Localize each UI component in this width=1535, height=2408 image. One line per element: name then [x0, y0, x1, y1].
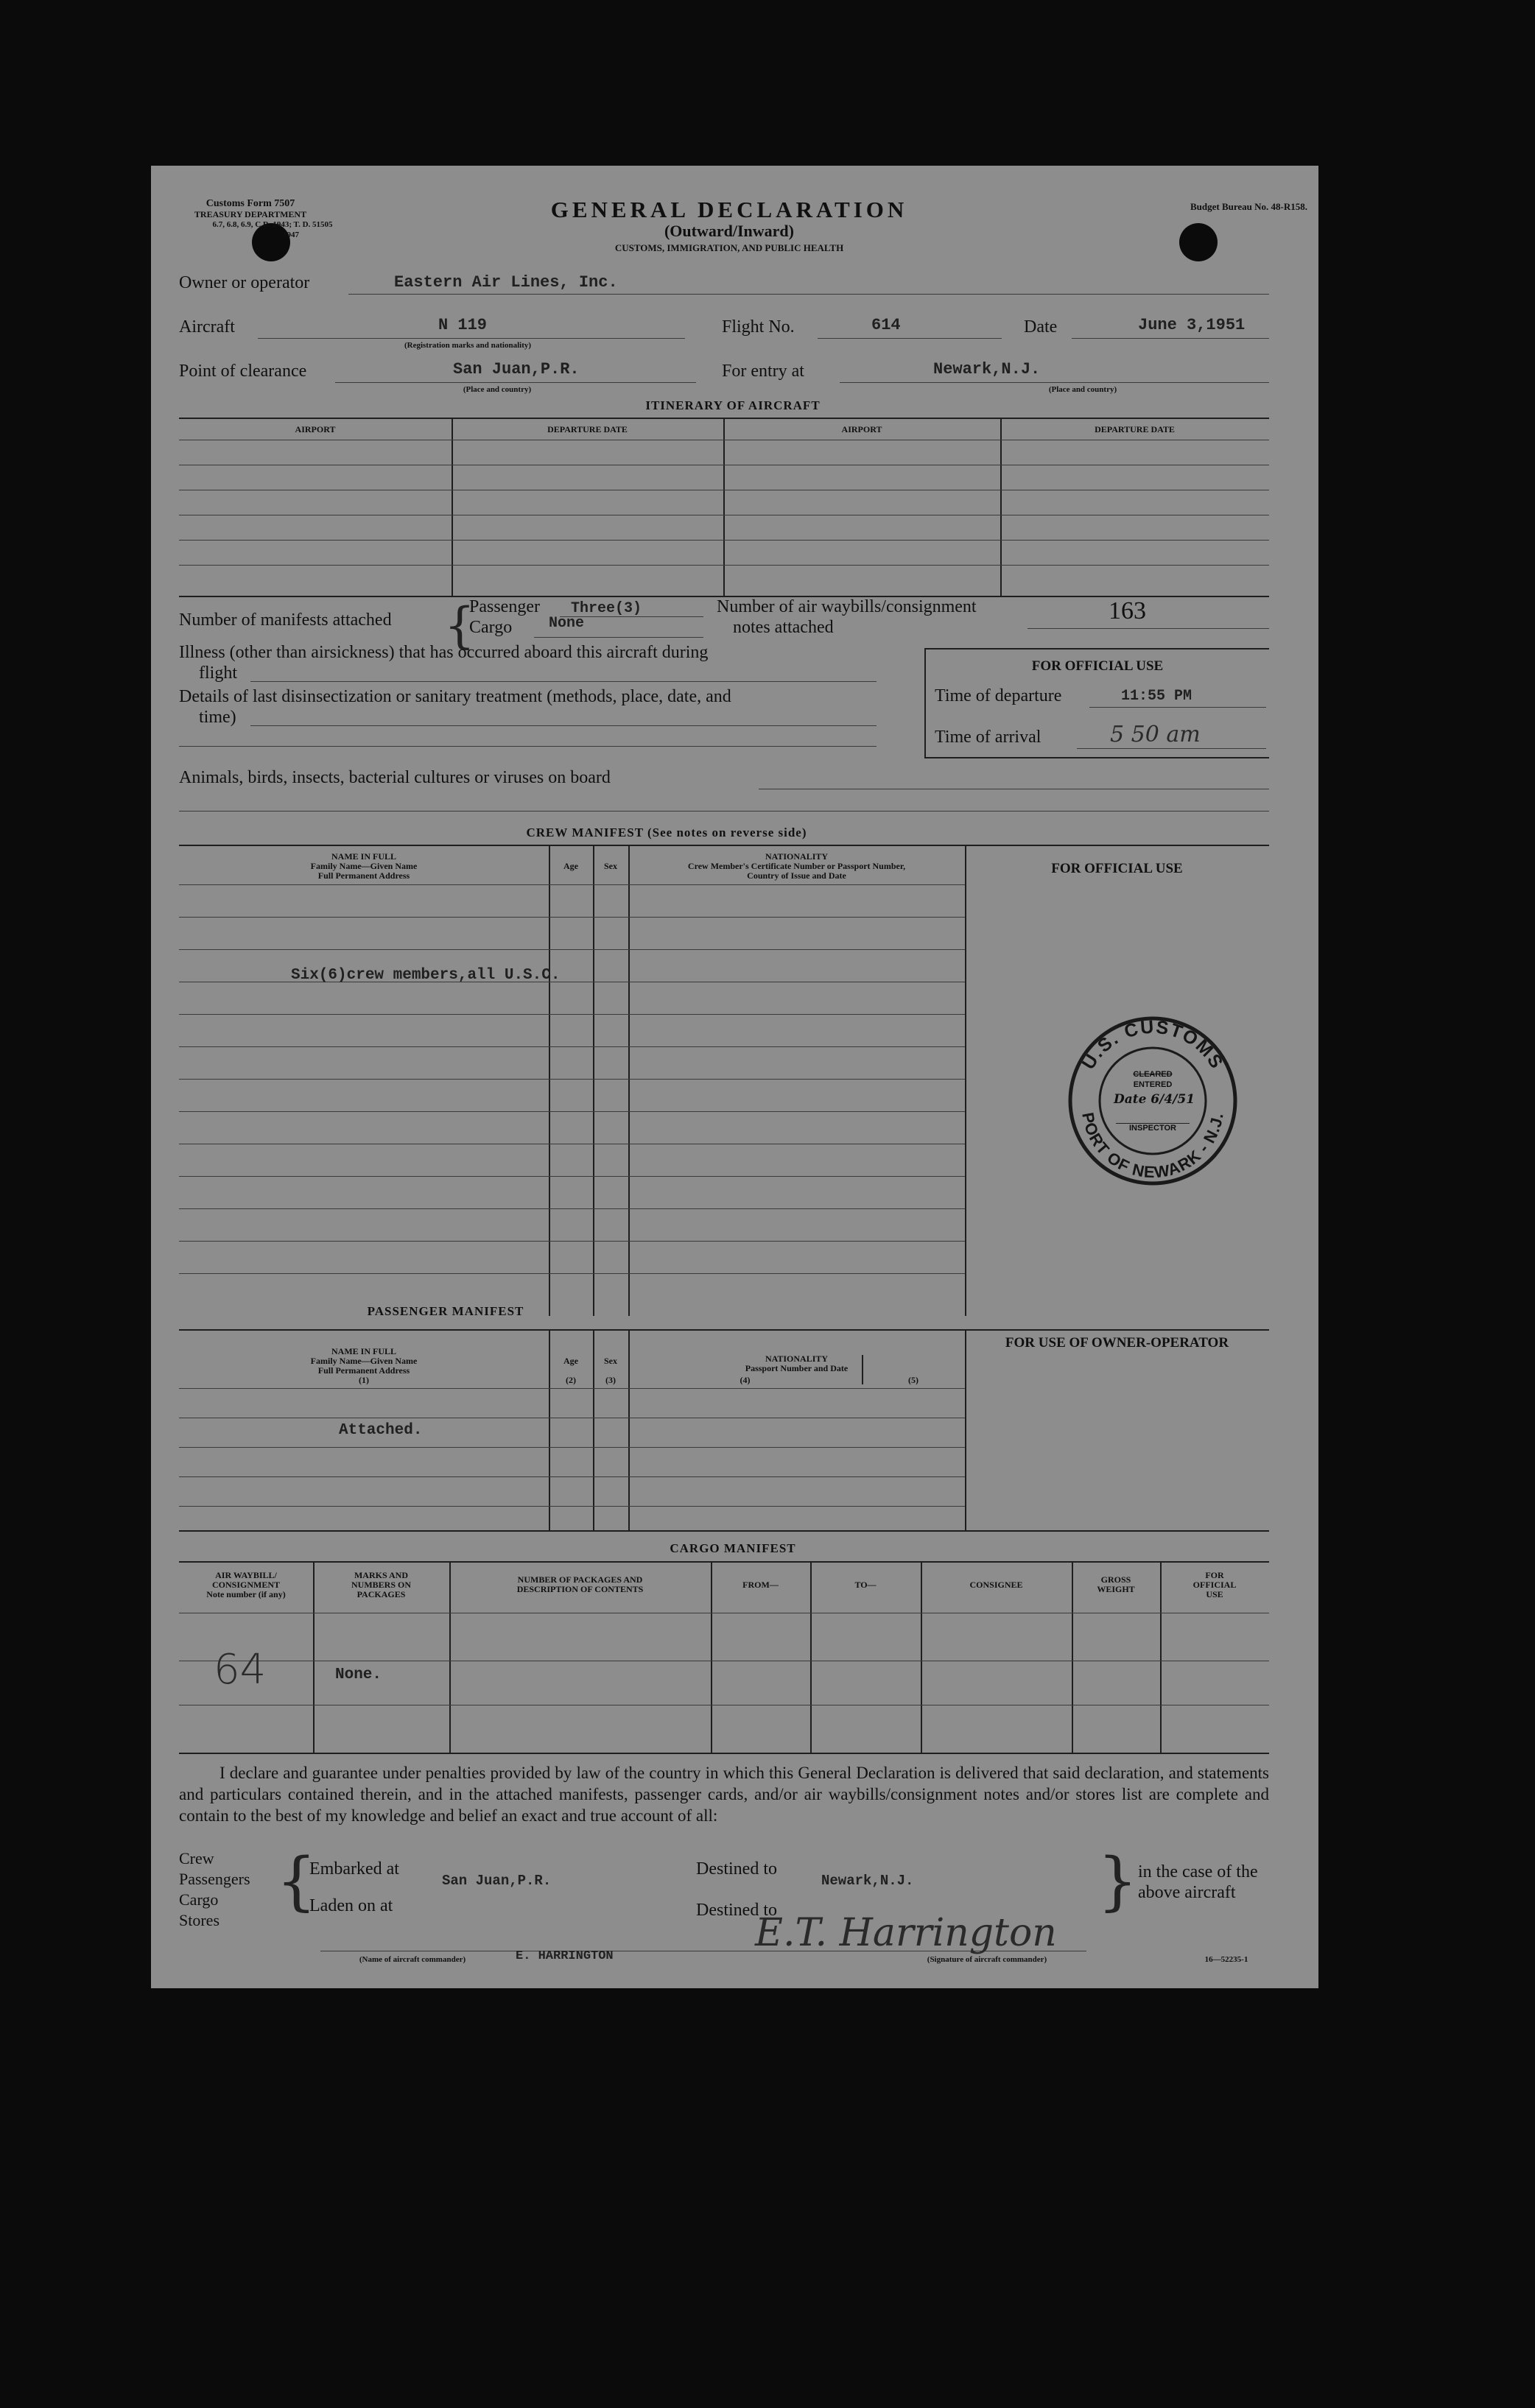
clearance-caption: (Place and country) — [463, 385, 532, 394]
disinsect-label-2: time) — [199, 708, 236, 727]
cargo-col-marks-c: PACKAGES — [356, 1589, 406, 1599]
passenger-col-n5: (5) — [908, 1375, 918, 1385]
decl-cargo: Cargo — [179, 1890, 219, 1909]
entry-label: For entry at — [722, 362, 804, 381]
entry-value: Newark,N.J. — [933, 360, 1041, 379]
crew-col-name-sub2: Full Permanent Address — [317, 870, 410, 881]
crew-col-sex: Sex — [604, 861, 617, 871]
cargo-col-waybill-c: Note number (if any) — [206, 1589, 286, 1599]
stamp-top-text — [1078, 1017, 1228, 1074]
customs-stamp — [1064, 1013, 1241, 1189]
destined-label-1: Destined to — [696, 1859, 777, 1879]
passenger-col-nationality-sub: Passport Number and Date — [745, 1363, 849, 1373]
decl-brace-right: } — [1097, 1845, 1138, 1918]
itinerary-col-airport-1: AIRPORT — [295, 424, 336, 434]
stamp-cleared: CLEARED — [1133, 1070, 1173, 1079]
year-line: 1947 — [283, 230, 299, 239]
illness-label-2: flight — [199, 663, 237, 683]
destined-label-2: Destined to — [696, 1901, 777, 1920]
stamp-top-textpath: U.S. CUSTOMS — [1078, 1016, 1228, 1074]
crew-entry: Six(6)crew members,all U.S.C. — [291, 967, 561, 984]
date-label: Date — [1024, 317, 1058, 337]
cargo-waybill-handwritten: 64 — [214, 1646, 267, 1694]
form-agencies: CUSTOMS, IMMIGRATION, AND PUBLIC HEALTH — [614, 242, 844, 253]
waybills-value: 163 — [1109, 597, 1146, 624]
owner-value: Eastern Air Lines, Inc. — [394, 273, 618, 292]
stamp-inspector: INSPECTOR — [1116, 1123, 1190, 1133]
cargo-col-official-b: OFFICIAL — [1192, 1580, 1237, 1590]
crew-col-name: NAME IN FULL — [331, 851, 396, 862]
cargo-col-official-c: USE — [1206, 1589, 1223, 1599]
stamp-entered: ENTERED — [1133, 1080, 1173, 1089]
destined-value: Newark,N.J. — [821, 1873, 914, 1889]
in-case-1: in the case of the — [1138, 1862, 1258, 1881]
declaration-text: I declare and guarantee under penalties provided by law of the country in which this General Declaration is delivered that said declaration, and statements and particulars contained therein, and in the attached manifests, passenger cards, and/or air waybills/consignment notes and/or stores list are complete and contain to the best of my knowledge and belief an exact and true account of all: — [179, 1764, 1269, 1825]
embarked-value: San Juan,P.R. — [442, 1873, 552, 1889]
cargo-marks-value: None. — [335, 1666, 382, 1683]
crew-col-nationality-sub1: Crew Member's Certificate Number or Passport Number, — [687, 861, 906, 871]
stamp-bottom-text — [1078, 1111, 1226, 1182]
waybills-label-2: notes attached — [733, 618, 834, 637]
cargo-col-packages-b: DESCRIPTION OF CONTENTS — [516, 1584, 644, 1594]
passenger-col-sex: Sex — [604, 1356, 617, 1366]
owner-label: Owner or operator — [179, 273, 310, 292]
cargo-col-consignee: CONSIGNEE — [969, 1580, 1023, 1590]
commander-signature: E.T. Harrington — [755, 1911, 1057, 1955]
clearance-value: San Juan,P.R. — [453, 360, 580, 379]
form-subtitle: (Outward/Inward) — [664, 222, 794, 240]
cargo-manifest-title: CARGO MANIFEST — [670, 1541, 796, 1555]
crew-manifest-title: CREW MANIFEST (See notes on reverse side) — [526, 825, 807, 839]
entry-caption: (Place and country) — [1048, 385, 1117, 394]
cargo-col-weight-a: GROSS — [1100, 1574, 1131, 1585]
decl-passengers: Passengers — [179, 1870, 250, 1888]
passenger-entry: Attached. — [339, 1422, 423, 1439]
passenger-col-name-sub1: Family Name—Given Name — [310, 1356, 418, 1366]
cargo-col-marks-b: NUMBERS ON — [351, 1580, 411, 1590]
cargo-col-official-a: FOR — [1205, 1570, 1224, 1580]
regs-line: 6.7, 6.8, 6.9, C.R. 1943; T. D. 51505 — [212, 220, 333, 229]
crew-col-age: Age — [563, 861, 578, 871]
passenger-col-nationality: NATIONALITY — [765, 1353, 829, 1364]
passenger-manifest-title: PASSENGER MANIFEST — [367, 1304, 524, 1318]
manifests-label: Number of manifests attached — [179, 610, 392, 630]
passenger-col-name-sub2: Full Permanent Address — [317, 1365, 410, 1376]
cargo-manifest-value: None — [549, 615, 585, 632]
cargo-col-to: TO— — [854, 1580, 877, 1590]
laden-label: Laden on at — [309, 1896, 393, 1915]
decl-stores: Stores — [179, 1911, 219, 1929]
arrival-time-label: Time of arrival — [935, 728, 1042, 747]
form-number: Customs Form 7507 — [206, 198, 295, 209]
cargo-col-from: FROM— — [742, 1580, 779, 1590]
commander-name: E. HARRINGTON — [516, 1949, 614, 1963]
itinerary-col-departure-1: DEPARTURE DATE — [547, 424, 628, 434]
official-use-title: FOR OFFICIAL USE — [1031, 658, 1164, 674]
passenger-manifest-value: Three(3) — [571, 600, 642, 617]
itinerary-col-departure-2: DEPARTURE DATE — [1095, 424, 1175, 434]
punch-hole-right — [1179, 223, 1218, 261]
date-value: June 3,1951 — [1138, 316, 1246, 334]
aircraft-label: Aircraft — [179, 317, 235, 337]
department: TREASURY DEPARTMENT — [194, 209, 307, 219]
cargo-col-marks-a: MARKS AND — [354, 1570, 408, 1580]
crew-col-nationality-sub2: Country of Issue and Date — [747, 870, 846, 881]
cargo-col-waybill-b: CONSIGNMENT — [211, 1580, 280, 1590]
clearance-label: Point of clearance — [179, 362, 307, 381]
itinerary-col-airport-2: AIRPORT — [841, 424, 882, 434]
stamp-date: Date 6/4/51 — [1113, 1092, 1195, 1107]
flight-label: Flight No. — [722, 317, 795, 337]
cargo-label: Cargo — [469, 618, 513, 637]
aircraft-caption: (Registration marks and nationality) — [404, 341, 532, 350]
decl-crew: Crew — [179, 1849, 214, 1867]
passenger-col-n1: (1) — [359, 1375, 369, 1385]
passenger-col-n2: (2) — [566, 1375, 576, 1385]
passenger-col-n4: (4) — [740, 1375, 751, 1385]
crew-official-use-label: FOR OFFICIAL USE — [1051, 861, 1183, 876]
decl-brace-left: { — [276, 1845, 317, 1918]
bleed-through-text — [431, 895, 1278, 920]
passenger-col-age: Age — [563, 1356, 578, 1366]
official-use-box — [924, 648, 1269, 758]
embarked-label: Embarked at — [309, 1859, 399, 1879]
passenger-col-name: NAME IN FULL — [331, 1346, 396, 1356]
flight-value: 614 — [871, 316, 901, 334]
disinsect-label-1: Details of last disinsectization or sanitary treatment (methods, place, date, and — [179, 687, 731, 706]
owner-operator-use-label: FOR USE OF OWNER-OPERATOR — [1005, 1335, 1229, 1351]
waybills-label-1: Number of air waybills/consignment — [717, 597, 977, 616]
itinerary-title: ITINERARY OF AIRCRAFT — [645, 398, 821, 412]
crew-col-name-sub1: Family Name—Given Name — [310, 861, 418, 871]
arrival-time-value: 5 50 am — [1110, 722, 1201, 747]
cargo-col-weight-b: WEIGHT — [1097, 1584, 1135, 1594]
departure-time-label: Time of departure — [935, 686, 1062, 705]
print-code: 16—52235-1 — [1204, 1955, 1248, 1964]
aircraft-value: N 119 — [438, 316, 488, 334]
cargo-col-waybill-a: AIR WAYBILL/ — [215, 1570, 277, 1580]
cargo-col-packages-a: NUMBER OF PACKAGES AND — [517, 1574, 643, 1585]
passenger-col-n3: (3) — [605, 1375, 616, 1385]
commander-caption-right: (Signature of aircraft commander) — [927, 1955, 1047, 1964]
departure-time-value: 11:55 PM — [1121, 688, 1192, 705]
crew-col-nationality: NATIONALITY — [765, 851, 829, 862]
form-title: GENERAL DECLARATION — [550, 197, 908, 222]
general-declaration-form — [151, 166, 1318, 1988]
passenger-label: Passenger — [469, 597, 540, 616]
budget-bureau: Budget Bureau No. 48-R158. — [1190, 201, 1307, 212]
in-case-2: above aircraft — [1138, 1883, 1236, 1902]
animals-label: Animals, birds, insects, bacterial cultures or viruses on board — [179, 768, 611, 787]
stamp-bottom-textpath: PORT OF NEWARK - N.J. — [1078, 1110, 1227, 1182]
commander-caption-left: (Name of aircraft commander) — [359, 1955, 466, 1964]
illness-label-1: Illness (other than airsickness) that has occurred aboard this aircraft during — [179, 643, 709, 662]
manifests-brace: { — [444, 597, 475, 654]
